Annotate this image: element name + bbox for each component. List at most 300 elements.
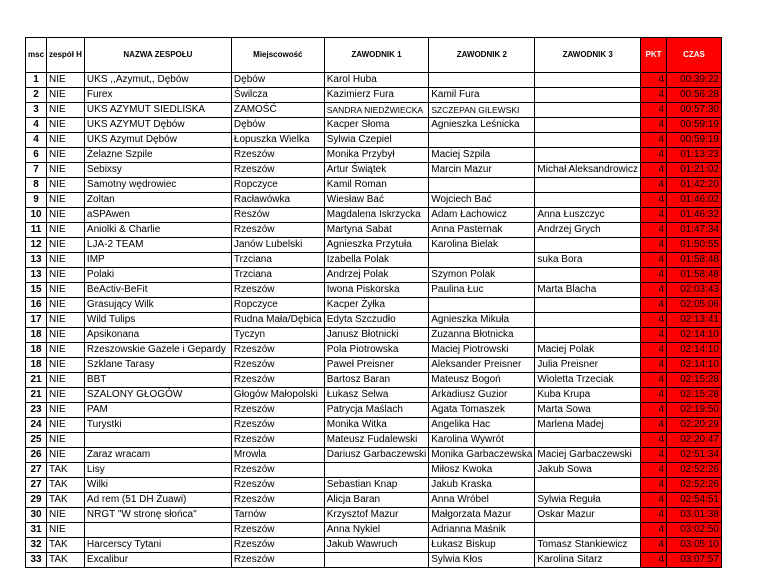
player-3-cell: suka Bora [535,253,641,268]
team-name-cell: Grasujący Wilk [84,298,231,313]
town-cell: Reszów [231,208,324,223]
team-name-cell: IMP [84,253,231,268]
rank-cell: 8 [26,178,47,193]
rank-cell: 29 [26,493,47,508]
town-cell: Racławówka [231,193,324,208]
table-row [26,448,722,463]
rank-cell: 21 [26,373,47,388]
player-1-cell: Łukasz Selwa [324,388,428,403]
points-cell: 4 [641,523,667,538]
rank-cell: 2 [26,88,47,103]
team-flag-cell: NIE [47,358,85,373]
player-2-cell: Miłosz Kwoka [429,463,535,478]
player-1-cell: Sylwia Czepiel [324,133,428,148]
time-cell: 02:52:26 [667,463,722,478]
time-cell: 01:46:02 [667,193,722,208]
player-1-cell: Monika Przybył [324,148,428,163]
table-row [26,133,722,148]
player-2-cell: Maciej Szpila [429,148,535,163]
player-2-cell: Angelika Hac [429,418,535,433]
team-flag-cell: NIE [47,223,85,238]
table-row [26,523,722,538]
points-cell: 4 [641,88,667,103]
rank-cell: 7 [26,163,47,178]
player-3-cell: Julia Preisner [535,358,641,373]
player-1-cell [324,463,428,478]
table-row [26,103,722,118]
player-2-cell: Łukasz Biskup [429,538,535,553]
rank-cell: 11 [26,223,47,238]
team-flag-cell: NIE [47,193,85,208]
team-name-cell: Zaraz wracam [84,448,231,463]
time-cell: 03:02:50 [667,523,722,538]
points-cell: 4 [641,403,667,418]
player-2-cell: Szymon Polak [429,268,535,283]
team-name-cell: Rzeszowskie Gazele i Gepardy [84,343,231,358]
town-cell: Tyczyn [231,328,324,343]
table-row [26,223,722,238]
points-cell: 4 [641,343,667,358]
team-name-cell: aSPAwen [84,208,231,223]
team-flag-cell: TAK [47,478,85,493]
town-cell: Rzeszów [231,223,324,238]
team-name-cell: Excalibur [84,553,231,568]
rank-cell: 10 [26,208,47,223]
rank-cell: 13 [26,268,47,283]
rank-cell: 26 [26,448,47,463]
time-cell: 02:52:26 [667,478,722,493]
player-1-cell: Wiesław Bać [324,193,428,208]
player-1-cell: Jakub Wawruch [324,538,428,553]
table-row [26,178,722,193]
town-cell: Mrowla [231,448,324,463]
time-cell: 03:05:10 [667,538,722,553]
player-3-cell [535,178,641,193]
player-2-cell [429,73,535,88]
rank-cell: 18 [26,358,47,373]
team-flag-cell: NIE [47,328,85,343]
table-row [26,373,722,388]
header-row [26,38,722,73]
col-header-team-name: NAZWA ZESPOŁU [84,38,231,73]
points-cell: 4 [641,298,667,313]
time-cell: 02:05:06 [667,298,722,313]
points-cell: 4 [641,148,667,163]
rank-cell: 24 [26,418,47,433]
player-1-cell: Sebastian Knap [324,478,428,493]
team-flag-cell: NIE [47,103,85,118]
team-flag-cell: NIE [47,148,85,163]
table-row [26,118,722,133]
player-3-cell [535,118,641,133]
points-cell: 4 [641,328,667,343]
table-row [26,163,722,178]
col-header-player-2: ZAWODNIK 2 [429,38,535,73]
table-row [26,238,722,253]
team-flag-cell: NIE [47,118,85,133]
player-3-cell [535,193,641,208]
player-2-cell [429,178,535,193]
team-name-cell: Apsikonana [84,328,231,343]
rank-cell: 4 [26,118,47,133]
time-cell: 02:20:29 [667,418,722,433]
team-flag-cell: NIE [47,508,85,523]
team-flag-cell: NIE [47,238,85,253]
table-row [26,193,722,208]
team-flag-cell: NIE [47,268,85,283]
col-header-player-1: ZAWODNIK 1 [324,38,428,73]
rank-cell: 17 [26,313,47,328]
points-cell: 4 [641,313,667,328]
player-1-cell: Andrzej Polak [324,268,428,283]
player-2-cell: Agnieszka Mikuła [429,313,535,328]
table-row [26,403,722,418]
table-row [26,358,722,373]
team-flag-cell: NIE [47,433,85,448]
rank-cell: 31 [26,523,47,538]
team-flag-cell: NIE [47,523,85,538]
player-1-cell: Alicja Baran [324,493,428,508]
player-1-cell: Artur Świątek [324,163,428,178]
team-name-cell: BeActiv-BeFit [84,283,231,298]
col-header-team-no: zespół H [47,38,85,73]
time-cell: 02:14:10 [667,358,722,373]
team-flag-cell: NIE [47,283,85,298]
rank-cell: 9 [26,193,47,208]
rank-cell: 16 [26,298,47,313]
col-header-czas: CZAS [667,38,722,73]
player-3-cell [535,133,641,148]
player-1-cell: Mateusz Fudalewski [324,433,428,448]
table-row [26,208,722,223]
player-3-cell [535,88,641,103]
team-flag-cell: TAK [47,538,85,553]
player-2-cell: Jakub Kraska [429,478,535,493]
table-row [26,478,722,493]
team-name-cell: UKS AZYMUT SIEDLISKA [84,103,231,118]
player-2-cell: Marcin Mazur [429,163,535,178]
points-cell: 4 [641,268,667,283]
rank-cell: 27 [26,478,47,493]
points-cell: 4 [641,133,667,148]
town-cell: Rzeszów [231,418,324,433]
player-1-cell: Patrycja Maślach [324,403,428,418]
player-3-cell [535,148,641,163]
player-1-cell: Kacper Słoma [324,118,428,133]
team-name-cell: Zoltan [84,193,231,208]
player-2-cell: Wojciech Bać [429,193,535,208]
time-cell: 01:58:48 [667,268,722,283]
points-cell: 4 [641,538,667,553]
points-cell: 4 [641,508,667,523]
points-cell: 4 [641,448,667,463]
player-3-cell: Marta Blacha [535,283,641,298]
player-1-cell: Paweł Preisner [324,358,428,373]
player-2-cell: Sylwia Kłos [429,553,535,568]
team-name-cell: Ad rem (51 DH Żuawi) [84,493,231,508]
player-3-cell: Kuba Krupa [535,388,641,403]
player-3-cell [535,328,641,343]
player-3-cell: Michał Aleksandrowicz [535,163,641,178]
points-cell: 4 [641,103,667,118]
player-3-cell: Andrzej Grych [535,223,641,238]
player-1-cell: SANDRA NIEDŹWIECKA [324,103,428,118]
points-cell: 4 [641,223,667,238]
points-cell: 4 [641,433,667,448]
points-cell: 4 [641,418,667,433]
time-cell: 01:58:48 [667,253,722,268]
points-cell: 4 [641,463,667,478]
player-3-cell: Anna Łuszczyc [535,208,641,223]
rank-cell: 3 [26,103,47,118]
points-cell: 4 [641,553,667,568]
player-3-cell [535,478,641,493]
points-cell: 4 [641,253,667,268]
team-name-cell: SZALONY GŁOGÓW [84,388,231,403]
town-cell: Rzeszów [231,283,324,298]
team-name-cell: Furex [84,88,231,103]
town-cell: Rzeszów [231,493,324,508]
table-row [26,73,722,88]
table-row [26,313,722,328]
town-cell: ZAMOŚĆ [231,103,324,118]
table-row [26,298,722,313]
player-1-cell: Anna Nykiel [324,523,428,538]
team-flag-cell: NIE [47,373,85,388]
team-flag-cell: NIE [47,178,85,193]
player-3-cell: Karolina Sitarz [535,553,641,568]
rank-cell: 25 [26,433,47,448]
points-cell: 4 [641,73,667,88]
player-1-cell: Izabella Polak [324,253,428,268]
rank-cell: 33 [26,553,47,568]
town-cell: Rzeszów [231,403,324,418]
player-2-cell: Agnieszka Leśnicka [429,118,535,133]
town-cell: Rzeszów [231,478,324,493]
player-2-cell: Mateusz Bogoń [429,373,535,388]
time-cell: 01:50:55 [667,238,722,253]
table-row [26,508,722,523]
team-flag-cell: NIE [47,388,85,403]
time-cell: 02:15:28 [667,373,722,388]
town-cell: Świlcza [231,88,324,103]
team-name-cell: UKS AZYMUT Dębów [84,118,231,133]
time-cell: 00:59:19 [667,133,722,148]
time-cell: 02:14:10 [667,343,722,358]
team-flag-cell: NIE [47,448,85,463]
team-flag-cell: NIE [47,253,85,268]
time-cell: 02:03:43 [667,283,722,298]
time-cell: 02:51:34 [667,448,722,463]
player-2-cell: Karolina Wywrót [429,433,535,448]
player-2-cell: Monika Garbaczewska [429,448,535,463]
team-name-cell: Lisy [84,463,231,478]
player-1-cell: Bartosz Baran [324,373,428,388]
town-cell: Tarnów [231,508,324,523]
player-2-cell: Agata Tomaszek [429,403,535,418]
points-cell: 4 [641,193,667,208]
player-2-cell [429,298,535,313]
player-2-cell: SZCZEPAN GILEWSKI [429,103,535,118]
player-3-cell: Maciej Polak [535,343,641,358]
player-1-cell: Monika Witka [324,418,428,433]
player-2-cell [429,133,535,148]
results-table [25,37,722,568]
table-row [26,343,722,358]
col-header-pkt: PKT [641,38,667,73]
team-name-cell: Żelazne Szpile [84,148,231,163]
town-cell: Rzeszów [231,463,324,478]
team-flag-cell: NIE [47,403,85,418]
player-2-cell: Maciej Piotrowski [429,343,535,358]
time-cell: 02:13:41 [667,313,722,328]
player-3-cell [535,73,641,88]
player-3-cell: Wioletta Trzeciak [535,373,641,388]
player-1-cell: Pola Piotrowska [324,343,428,358]
rank-cell: 4 [26,133,47,148]
rank-cell: 15 [26,283,47,298]
points-cell: 4 [641,118,667,133]
team-name-cell: UKS Azymut Dębów [84,133,231,148]
time-cell: 01:46:32 [667,208,722,223]
town-cell: Rzeszów [231,358,324,373]
time-cell: 00:56:28 [667,88,722,103]
player-3-cell: Oskar Mazur [535,508,641,523]
town-cell: Dębów [231,73,324,88]
player-1-cell: Iwona Piskorska [324,283,428,298]
col-header-town: Miejscowość [231,38,324,73]
town-cell: Rzeszów [231,148,324,163]
player-2-cell: Paulina Łuc [429,283,535,298]
points-cell: 4 [641,208,667,223]
player-3-cell [535,523,641,538]
table-row [26,148,722,163]
points-cell: 4 [641,283,667,298]
time-cell: 01:13:23 [667,148,722,163]
time-cell: 00:57:30 [667,103,722,118]
town-cell: Rzeszów [231,373,324,388]
team-flag-cell: NIE [47,208,85,223]
team-name-cell: Aniolki & Charlie [84,223,231,238]
table-row [26,283,722,298]
town-cell: Rudna Mała/Dębica [231,313,324,328]
rank-cell: 30 [26,508,47,523]
time-cell: 02:20:47 [667,433,722,448]
player-3-cell: Marta Sowa [535,403,641,418]
player-1-cell [324,553,428,568]
player-1-cell: Kazimierz Fura [324,88,428,103]
player-2-cell: Karolina Bielak [429,238,535,253]
time-cell: 02:14:10 [667,328,722,343]
player-2-cell: Zuzanna Błotnicka [429,328,535,343]
town-cell: Ropczyce [231,178,324,193]
player-1-cell: Kacper Żyłka [324,298,428,313]
team-flag-cell: TAK [47,463,85,478]
table-row [26,553,722,568]
town-cell: Trzciana [231,268,324,283]
player-3-cell: Jakub Sowa [535,463,641,478]
col-header-player-3: ZAWODNIK 3 [535,38,641,73]
town-cell: Trzciana [231,253,324,268]
table-row [26,493,722,508]
rank-cell: 32 [26,538,47,553]
points-cell: 4 [641,478,667,493]
player-2-cell [429,253,535,268]
team-flag-cell: NIE [47,313,85,328]
player-1-cell: Magdalena Iskrzycka [324,208,428,223]
time-cell: 01:21:02 [667,163,722,178]
time-cell: 00:59:19 [667,118,722,133]
time-cell: 02:15:28 [667,388,722,403]
points-cell: 4 [641,163,667,178]
town-cell: Rzeszów [231,538,324,553]
rank-cell: 12 [26,238,47,253]
team-flag-cell: NIE [47,418,85,433]
table-row [26,268,722,283]
player-3-cell: Marlena Madej [535,418,641,433]
time-cell: 01:47:34 [667,223,722,238]
player-3-cell [535,268,641,283]
team-flag-cell: NIE [47,163,85,178]
player-3-cell: Maciej Garbaczewski [535,448,641,463]
team-flag-cell: NIE [47,88,85,103]
points-cell: 4 [641,358,667,373]
player-3-cell [535,433,641,448]
team-flag-cell: NIE [47,73,85,88]
team-name-cell: PAM [84,403,231,418]
table-row [26,88,722,103]
team-name-cell: Sebixsy [84,163,231,178]
team-name-cell: LJA-2 TEAM [84,238,231,253]
table-row [26,538,722,553]
team-name-cell [84,433,231,448]
town-cell: Rzeszów [231,523,324,538]
points-cell: 4 [641,493,667,508]
player-1-cell: Kamil Roman [324,178,428,193]
player-3-cell: Tomasz Stankiewicz [535,538,641,553]
rank-cell: 18 [26,328,47,343]
team-flag-cell: TAK [47,493,85,508]
town-cell: Rzeszów [231,343,324,358]
time-cell: 02:54:51 [667,493,722,508]
table-row [26,328,722,343]
table-row [26,388,722,403]
town-cell: Janów Lubelski [231,238,324,253]
team-name-cell: Wilki [84,478,231,493]
player-2-cell: Anna Wróbel [429,493,535,508]
team-name-cell: Szklane Tarasy [84,358,231,373]
player-3-cell [535,103,641,118]
town-cell: Rzeszów [231,433,324,448]
player-2-cell: Aleksander Preisner [429,358,535,373]
town-cell: Głogów Małopolski [231,388,324,403]
rank-cell: 18 [26,343,47,358]
points-cell: 4 [641,178,667,193]
time-cell: 02:19:50 [667,403,722,418]
team-flag-cell: TAK [47,553,85,568]
team-name-cell: BBT [84,373,231,388]
town-cell: Ropczyce [231,298,324,313]
table-body [26,73,722,568]
player-2-cell: Małgorzata Mazur [429,508,535,523]
team-name-cell: Samotny wędrowiec [84,178,231,193]
town-cell: Rzeszów [231,553,324,568]
town-cell: Łopuszka Wielka [231,133,324,148]
player-2-cell: Adrianna Maśnik [429,523,535,538]
player-1-cell: Edyta Szczudło [324,313,428,328]
town-cell: Dębów [231,118,324,133]
player-2-cell: Kamil Fura [429,88,535,103]
